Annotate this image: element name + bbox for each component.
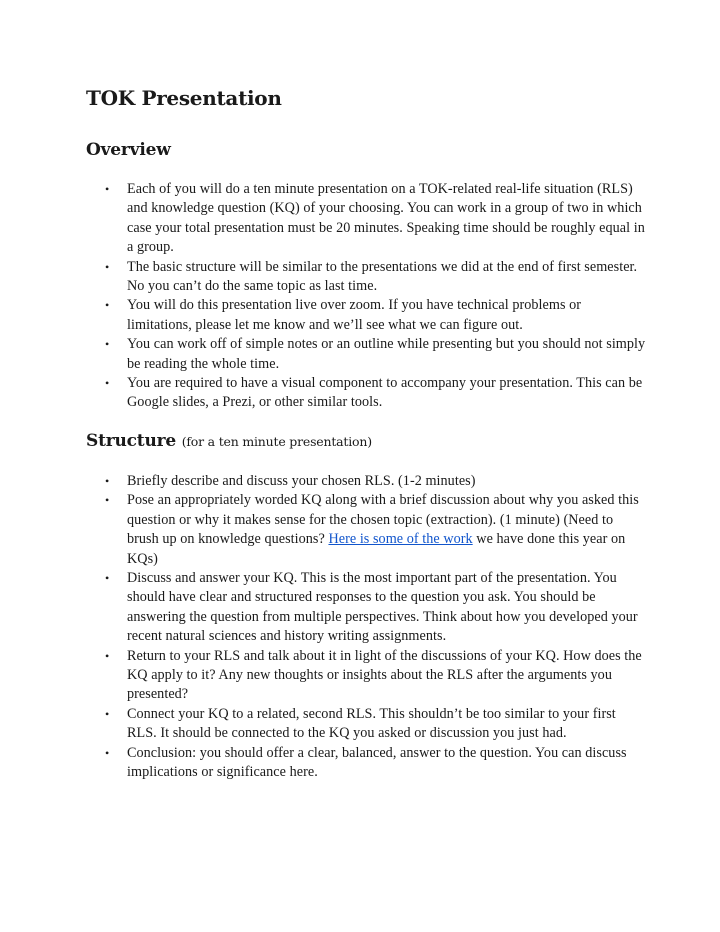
list-item: • Return to your RLS and talk about it in light of the discussions of your KQ. How does the KQ apply to it? Any new thoughts or insights about the RLS after the arguments you presented? xyxy=(105,647,642,703)
list-item: • Connect your KQ to a related, second RLS. This shouldn’t be too similar to your first RLS. It should be connected to the KQ you asked or discussion you just had. xyxy=(105,705,616,742)
bullet-icon: • xyxy=(105,376,110,391)
kq-work-link[interactable]: Here is some of the work xyxy=(328,531,473,548)
bullet-icon: • xyxy=(105,493,110,508)
overview-heading: Overview xyxy=(86,140,171,160)
list-item: • Pose an appropriately worded KQ along with a brief discussion about why you asked this question or why it makes sense for the chosen topic (extraction). (1 minute) (Need to brush up on knowledge questions? Here is some of the work we have done this year on KQs) xyxy=(105,492,639,567)
list-item: • Each of you will do a ten minute presentation on a TOK-related real-life situation (RLS) and knowledge question (KQ) of your choosing. You can work in a group of two in which case your total presentation must be 20 minutes. Speaking time should be roughly equal in a group. xyxy=(105,181,645,256)
list-item: • Discuss and answer your KQ. This is the most important part of the presentation. You should have clear and structured responses to the question you ask. You should be answering the question from multiple perspectives. Think about how you developed your recent natural sciences and history writing assignments. xyxy=(105,569,638,645)
bullet-icon: • xyxy=(105,706,110,721)
structure-heading-text: Structure xyxy=(86,430,176,451)
list-item: • Briefly describe and discuss your chosen RLS. (1-2 minutes) xyxy=(86,472,646,491)
structure-subheading: (for a ten minute presentation) xyxy=(181,433,372,449)
structure-list xyxy=(86,472,646,783)
structure-heading xyxy=(86,429,646,454)
bullet-icon: • xyxy=(105,473,110,488)
bullet-icon: • xyxy=(105,337,110,352)
list-item: • You can work off of simple notes or an outline while presenting but you should not simply be reading the whole time. xyxy=(105,336,646,372)
list-item: • The basic structure will be similar to the presentations we did at the end of first semester. No you can’t do the same topic as last time. xyxy=(105,258,638,295)
bullet-icon: • xyxy=(105,298,110,313)
bullet-icon: • xyxy=(105,182,110,196)
bullet-icon: • xyxy=(105,648,110,663)
list-item: • Conclusion: you should offer a clear, balanced, answer to the question. You can discuss implications or significance here. xyxy=(105,744,627,780)
list-item: • You are required to have a visual component to accompany your presentation. This can be Google slides, a Prezi, or other similar tools. xyxy=(105,375,643,411)
bullet-icon: • xyxy=(105,570,110,585)
bullet-icon: • xyxy=(105,259,110,274)
list-item: • You will do this presentation live over zoom. If you have technical problems or limitations, please let me know and we’ll see what we can figure out. xyxy=(105,297,582,333)
overview-list xyxy=(86,180,646,413)
bullet-icon: • xyxy=(105,745,110,760)
document-title: TOK Presentation xyxy=(86,86,282,110)
document-page xyxy=(86,84,646,782)
